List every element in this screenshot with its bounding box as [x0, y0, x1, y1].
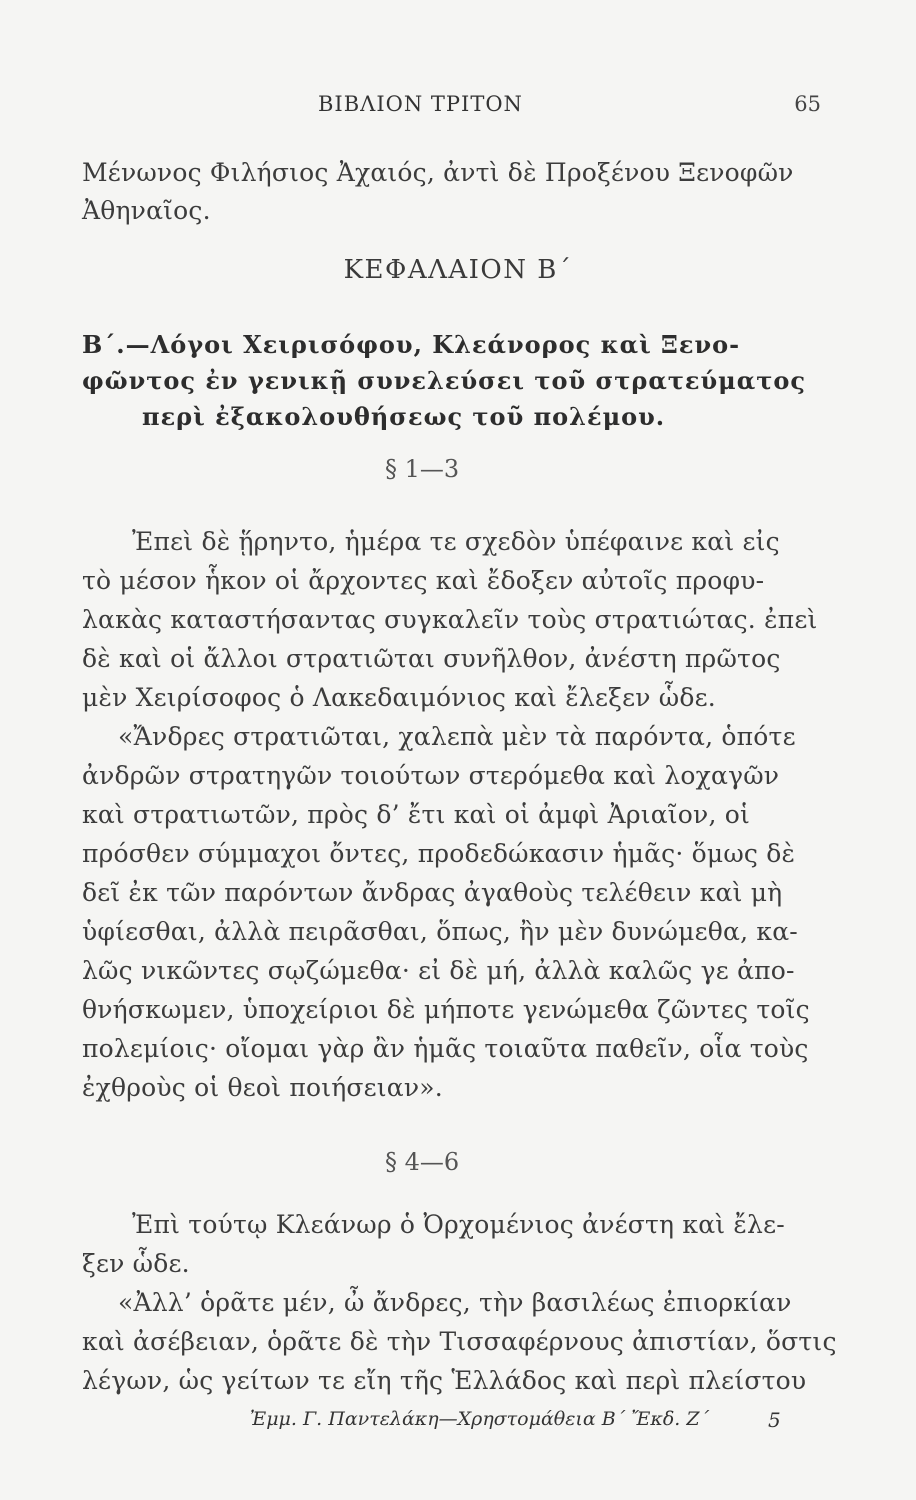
- running-head: ΒΙΒΛΙΟΝ ΤΡΙΤΟΝ: [318, 92, 523, 116]
- paragraph-line: θνήσκωμεν, ὑποχείριοι δὲ μήποτε γενώμεθα ζῶντες τοῖς: [82, 995, 810, 1024]
- paragraph-line: τὸ μέσον ἧκον οἱ ἄρχοντες καὶ ἔδοξεν αὐτοῖς προφυ-: [82, 566, 765, 595]
- page-footer: [0, 1408, 916, 1444]
- paragraph-line: ὑφίεσθαι, ἀλλὰ πειρᾶσθαι, ὅπως, ἢν μὲν δυνώμεθα, κα-: [82, 917, 798, 946]
- paragraph-line: μὲν Χειρίσοφος ὁ Λακεδαιμόνιος καὶ ἔλεξεν ὧδε.: [82, 683, 716, 712]
- paragraph-line: Ἐπεὶ δὲ ᾕρηντο, ἡμέρα τε σχεδὸν ὑπέφαινε καὶ εἰς: [132, 527, 780, 556]
- page-number: 65: [794, 92, 821, 116]
- paragraph-line: καὶ ἀσέβειαν, ὁρᾶτε δὲ τὴν Τισσαφέρνους ἀπιστίαν, ὅστις: [82, 1327, 837, 1356]
- footer-text: Ἐμμ. Γ. Παντελάκη—Χρηστομάθεια Β΄ Ἔκδ. Ζ΄: [250, 1408, 710, 1430]
- paragraph-line: ἀνδρῶν στρατηγῶν τοιούτων στερόμεθα καὶ λοχαγῶν: [82, 761, 780, 790]
- section-mark: § 4—6: [385, 1148, 460, 1176]
- paragraph-line: λέγων, ὡς γείτων τε εἴη τῆς Ἑλλάδος καὶ περὶ πλείστου: [82, 1366, 807, 1395]
- paragraph-line: λῶς νικῶντες σῳζώμεθα· εἰ δὲ μή, ἀλλὰ καλῶς γε ἀπο-: [82, 956, 795, 985]
- paragraph-line: λακὰς καταστήσαντας συγκαλεῖν τοὺς στρατιώτας. ἐπεὶ: [82, 605, 818, 634]
- paragraph-line: «Ἀλλ’ ὁρᾶτε μέν, ὦ ἄνδρες, τὴν βασιλέως ἐπιορκίαν: [118, 1288, 792, 1317]
- paragraph-line: ξεν ὧδε.: [82, 1249, 190, 1278]
- chapter-summary-line: περὶ ἐξακολουθήσεως τοῦ πολέμου.: [142, 402, 666, 431]
- paragraph-line: Ἐπὶ τούτῳ Κλεάνωρ ὁ Ὀρχομένιος ἀνέστη καὶ ἔλε-: [132, 1210, 785, 1239]
- chapter-summary-line: Β΄.—Λόγοι Χειρισόφου, Κλεάνορος καὶ Ξενο-: [82, 330, 741, 359]
- intro-line: Μένωνος Φιλήσιος Ἀχαιός, ἀντὶ δὲ Προξένου Ξενοφῶν: [82, 158, 794, 187]
- signature-mark: 5: [768, 1408, 781, 1432]
- chapter-summary-line: φῶντος ἐν γενικῇ συνελεύσει τοῦ στρατεύματος: [82, 366, 806, 395]
- paragraph-line: καὶ στρατιωτῶν, πρὸς δ’ ἔτι καὶ οἱ ἀμφὶ Ἀριαῖον, οἱ: [82, 800, 751, 829]
- paragraph-line: δὲ καὶ οἱ ἄλλοι στρατιῶται συνῆλθον, ἀνέστη πρῶτος: [82, 644, 781, 673]
- paragraph-line: «Ἄνδρες στρατιῶται, χαλεπὰ μὲν τὰ παρόντα, ὁπότε: [118, 722, 796, 751]
- paragraph-line: πολεμίοις· οἴομαι γὰρ ἂν ἡμᾶς τοιαῦτα παθεῖν, οἷα τοὺς: [82, 1034, 809, 1063]
- section-mark: § 1—3: [385, 455, 460, 483]
- paragraph-line: ἐχθροὺς οἱ θεοὶ ποιήσειαν».: [82, 1073, 443, 1102]
- chapter-title: ΚΕΦΑΛΑΙΟΝ Β΄: [343, 255, 573, 285]
- page-header: [0, 92, 916, 132]
- intro-line: Ἀθηναῖος.: [82, 196, 211, 225]
- paragraph-line: δεῖ ἐκ τῶν παρόντων ἄνδρας ἀγαθοὺς τελέθειν καὶ μὴ: [82, 878, 783, 907]
- paragraph-line: πρόσθεν σύμμαχοι ὄντες, προδεδώκασιν ἡμᾶς· ὅμως δὲ: [82, 839, 796, 868]
